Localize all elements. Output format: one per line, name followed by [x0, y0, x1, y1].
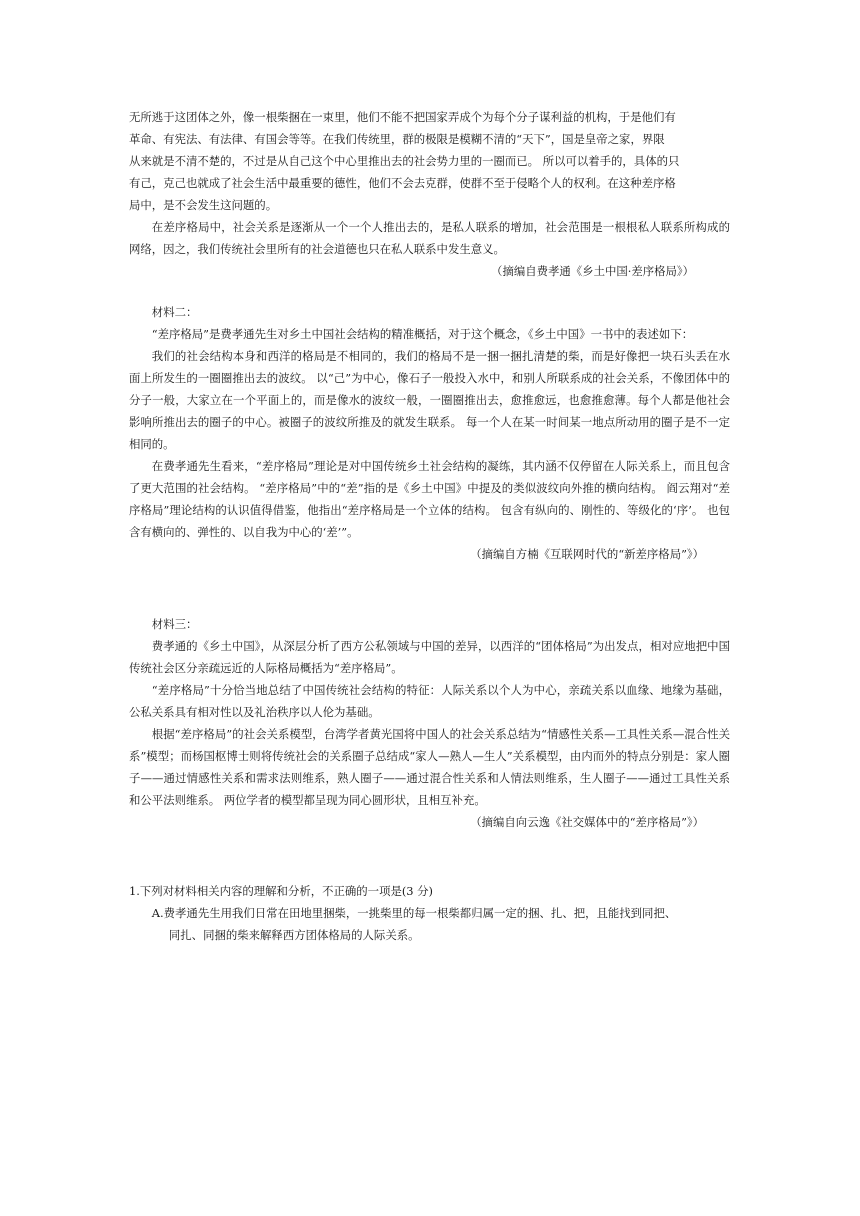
passage-1-line: 从来就是不清不楚的，不过是从自己这个中心里推出去的社会势力里的一圈而已。 所以可以着手的，具体的只 [129, 154, 680, 168]
passage-1-paragraph: 在差序格局中，社会关系是逐渐从一个一个人推出去的，是私人联系的增加，社会范围是一根根私人联系所构成的网络，因之，我们传统社会里所有的社会道德也只在私人联系中发生意义。 [129, 220, 730, 256]
passage-1 [129, 106, 730, 282]
option-a [129, 902, 730, 946]
source-citation: （摘编自方楠《互联网时代的“新差序格局”》） [470, 547, 704, 561]
passage-1-line: 有己，克己也就成了社会生活中最重要的德性，他们不会去克群，使群不至于侵略个人的权利。在这种差序格 [129, 176, 676, 190]
material-paragraph: “差序格局”十分恰当地总结了中国传统社会结构的特征：人际关系以个人为中心，亲疏关系以血缘、地缘为基础，公私关系具有相对性以及礼治秩序以人伦为基础。 [129, 683, 730, 719]
material-paragraph: 在费孝通先生看来，“差序格局”理论是对中国传统乡土社会结构的凝练，其内涵不仅停留在人际关系上，而且包含了更大范围的社会结构。 “差序格局”中的“差”指的是《乡土中国》中提及的类似波纹向外推的横向结构。 阎云翔对“差序格局”理论结构的认识值得借鉴，他指出“差序格局是一个立体的结构。 包含有纵向的、刚性的、等级化的‘序’。 也包含有横向的、弹性的、以自我为中心的‘差’”。 [129, 459, 730, 539]
material-label: 材料二： [151, 305, 198, 319]
source-citation: （摘编自向云逸《社交媒体中的“差序格局”》） [470, 815, 704, 829]
passage-1-line: 无所逃于这团体之外，像一根柴捆在一束里，他们不能不把国家弄成个为每个分子谋利益的机构，于是他们有 [129, 110, 676, 124]
material-label: 材料三： [151, 617, 198, 631]
option-a-line: 同扎、同捆的柴来解释西方团体格局的人际关系。 [168, 928, 420, 942]
material-2 [129, 301, 730, 565]
material-paragraph: 根据“差序格局”的社会关系模型，台湾学者黄光国将中国人的社会关系总结为“情感性关系—工具性关系—混合性关系”模型；而杨国枢博士则将传统社会的关系圈子总结成“家人—熟人—生人”关系模型，由内而外的特点分别是：家人圈子——通过情感性关系和需求法则维系，熟人圈子——通过混合性关系和人情法则维系，生人圈子——通过工具性关系和公平法则维系。 两位学者的模型都呈现为同心圆形状，且相互补充。 [129, 727, 730, 807]
question-stem: 1.下列对材料相关内容的理解和分析，不正确的一项是(3 分) [129, 884, 433, 898]
material-paragraph: “差序格局”是费孝通先生对乡土中国社会结构的精准概括，对于这个概念，《乡土中国》一书中的表述如下： [151, 327, 694, 341]
passage-1-line: 革命、有宪法、有法律、有国会等等。在我们传统里，群的极限是模糊不清的“天下”，国是皇帝之家，界限 [129, 132, 665, 146]
material-3 [129, 613, 730, 833]
source-citation: （摘编自费孝通《乡土中国·差序格局》） [491, 264, 694, 278]
passage-1-line: 局中，是不会发生这问题的。 [129, 198, 278, 212]
question-1 [129, 880, 730, 946]
option-a-line: A.费孝通先生用我们日常在田地里捆柴，一挑柴里的每一根柴都归属一定的捆、扎、把，且能找到同把、 [151, 906, 677, 920]
material-paragraph: 我们的社会结构本身和西洋的格局是不相同的，我们的格局不是一捆一捆扎清楚的柴，而是好像把一块石头丢在水面上所发生的一圈圈推出去的波纹。 以“己”为中心，像石子一般投入水中，和别人所联系成的社会关系，不像团体中的分子一般，大家立在一个平面上的，而是像水的波纹一般，一圈圈推出去，愈推愈远，也愈推愈薄。每个人都是他社会影响所推出去的圈子的中心。被圈子的波纹所推及的就发生联系。 每一个人在某一时间某一地点所动用的圈子是不一定相同的。 [129, 349, 730, 451]
material-paragraph: 费孝通的《乡土中国》，从深层分析了西方公私领域与中国的差异，以西洋的“团体格局”为出发点，相对应地把中国传统社会区分亲疏远近的人际格局概括为“差序格局”。 [129, 639, 730, 675]
